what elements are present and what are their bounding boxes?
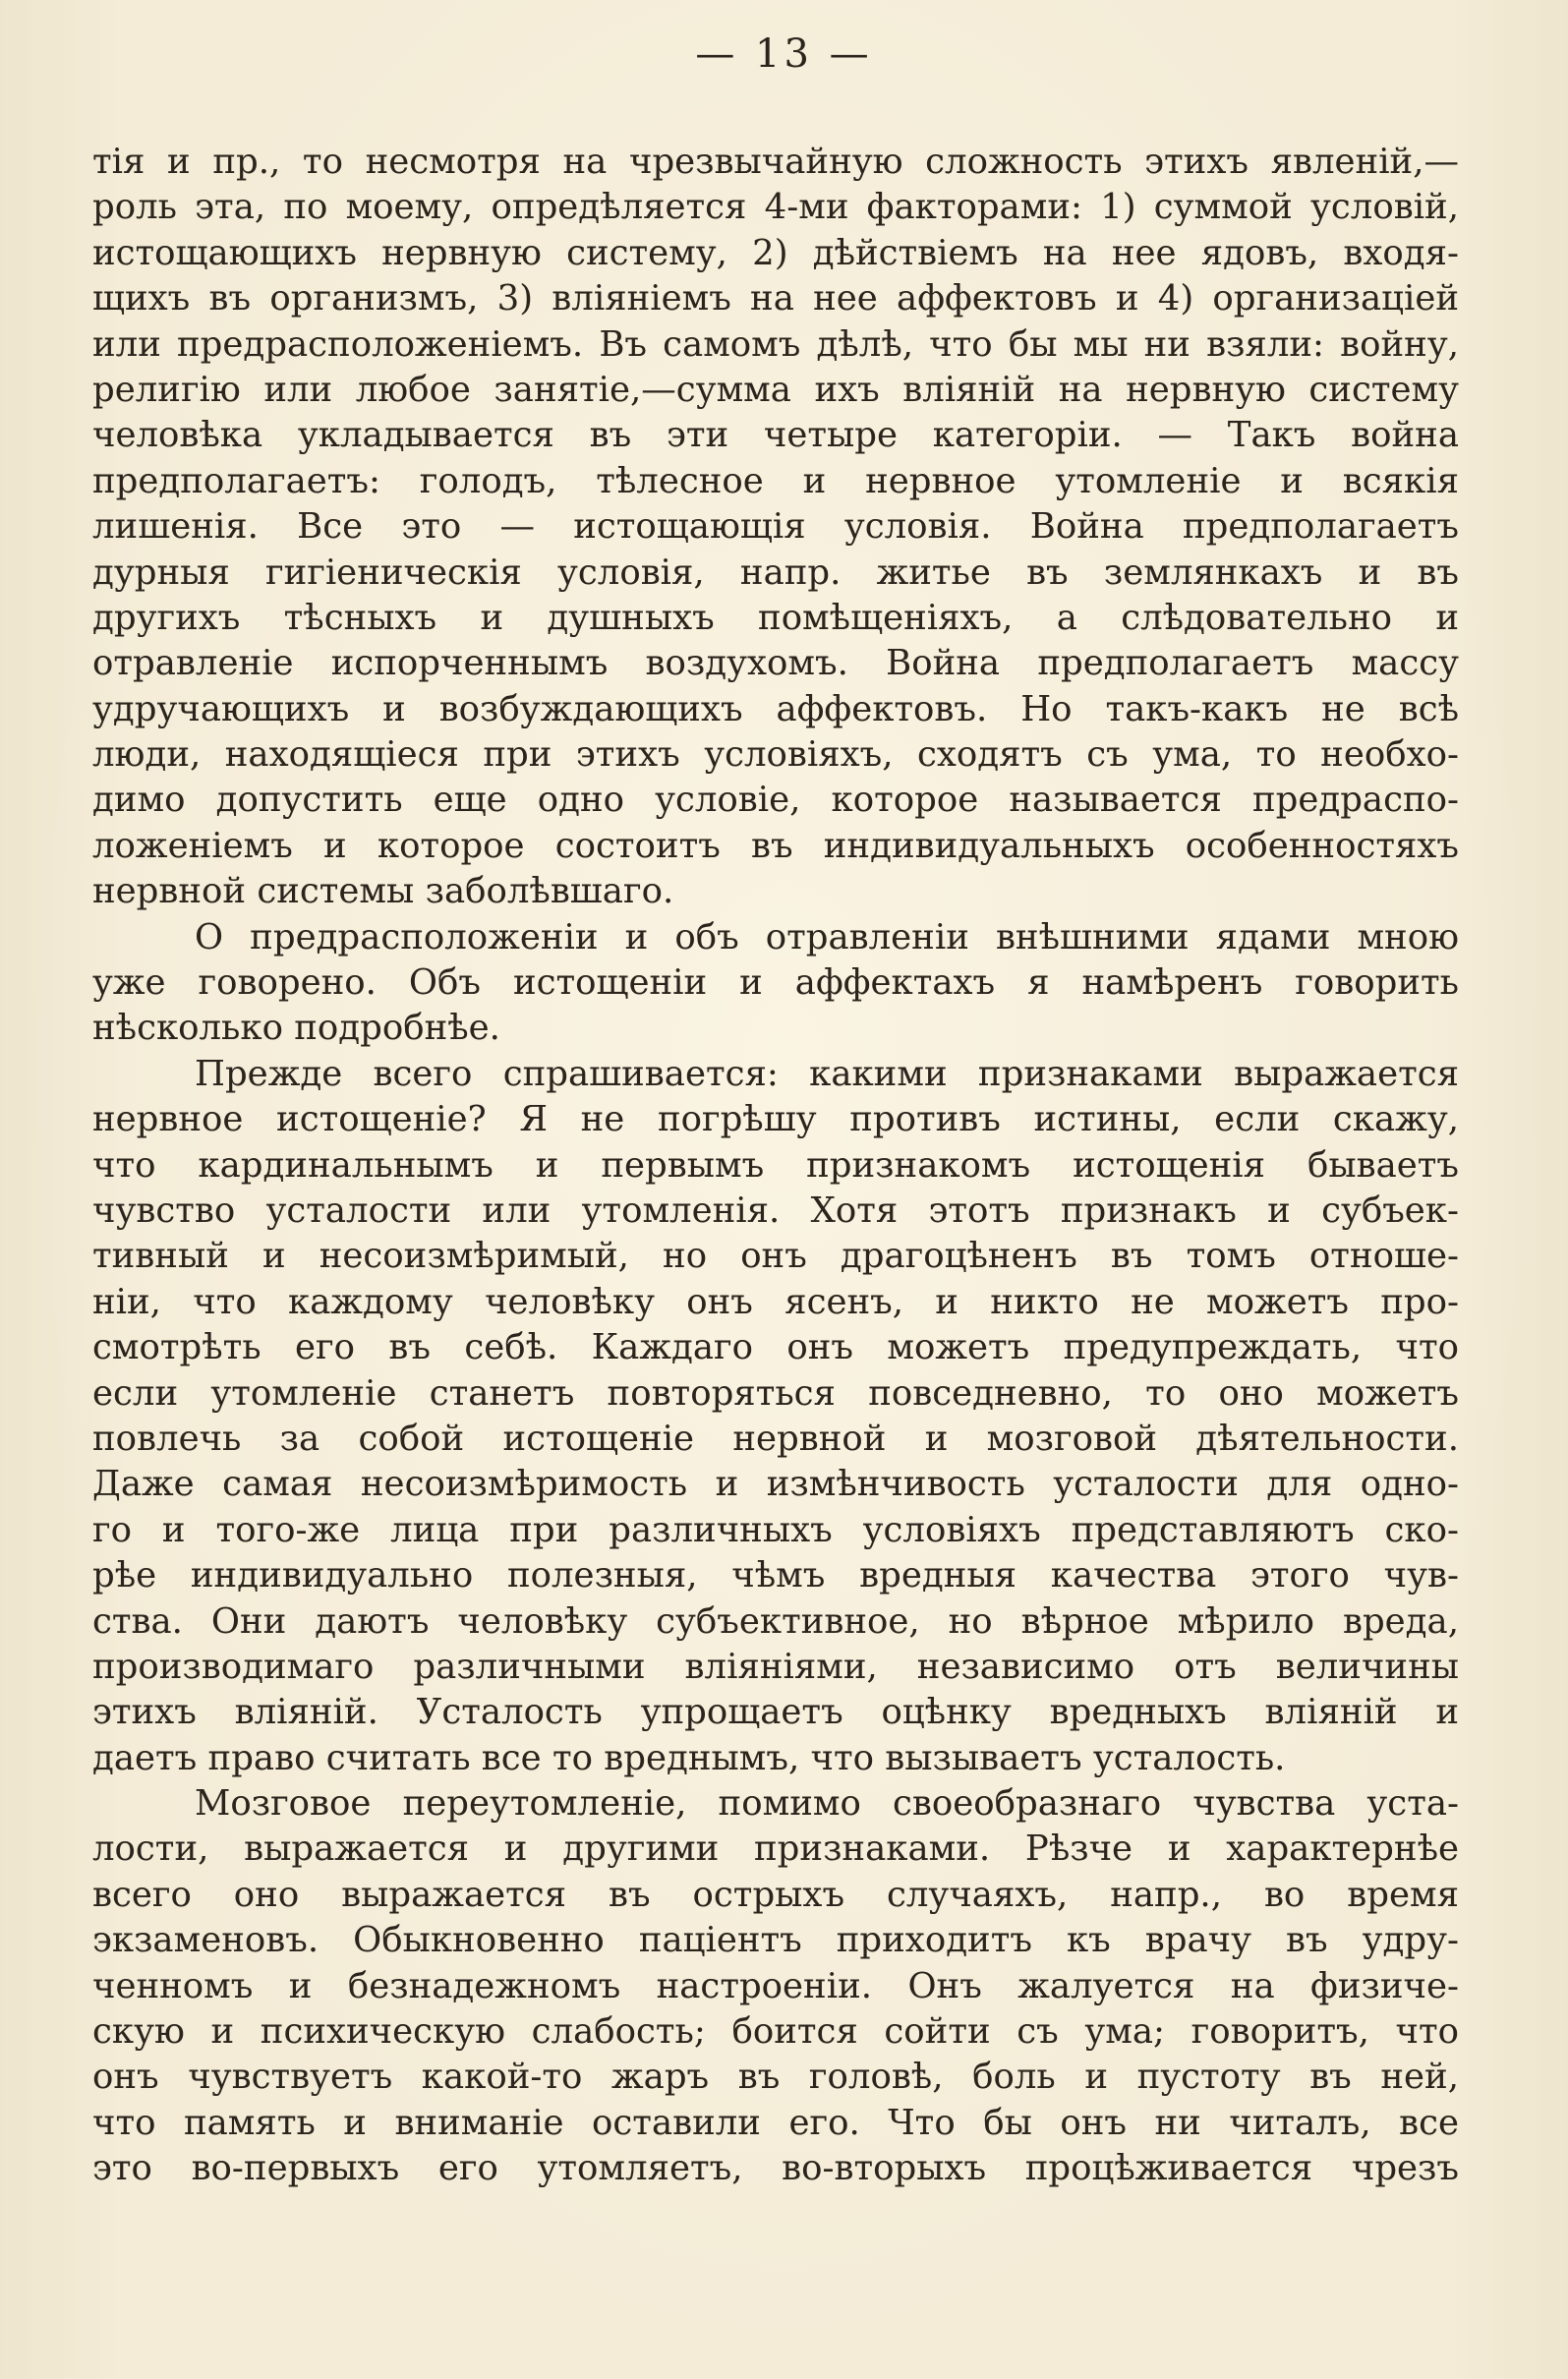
text-line: это во-первыхъ его утомляетъ, во-вторыхъ процѣживается чрезъ	[92, 2148, 1459, 2189]
page-number: — 13 —	[695, 31, 873, 77]
text-line: го и того-же лица при различныхъ условіяхъ представляютъ ско-	[92, 1509, 1459, 1550]
text-line: что память и вниманіе оставили его. Что бы онъ ни читалъ, все	[92, 2102, 1459, 2143]
text-line: лишенія. Все это — истощающія условія. Война предполагаетъ	[92, 506, 1459, 548]
text-line: Мозговое переутомленіе, помимо своеобразнаго чувства уста-	[195, 1783, 1459, 1825]
paragraph	[92, 1052, 1459, 1781]
text-line: Прежде всего спрашивается: какими признаками выражается	[195, 1053, 1459, 1094]
text-line: другихъ тѣсныхъ и душныхъ помѣщеніяхъ, а слѣдовательно и	[92, 597, 1459, 638]
text-line: или предрасположеніемъ. Въ самомъ дѣлѣ, что бы мы ни взяли: войну,	[92, 323, 1459, 365]
text-line: люди, находящіеся при этихъ условіяхъ, сходятъ съ ума, то необхо-	[92, 734, 1459, 776]
text-line: рѣе индивидуально полезныя, чѣмъ вредныя качества этого чув-	[92, 1555, 1459, 1596]
paragraph	[92, 915, 1459, 1052]
text-line: экзаменовъ. Обыкновенно паціентъ приходитъ къ врачу въ удру-	[92, 1920, 1459, 1961]
text-line: чувство усталости или утомленія. Хотя этотъ признакъ и субъек-	[92, 1190, 1459, 1231]
text-line: религію или любое занятіе,—сумма ихъ вліяній на нервную систему	[92, 369, 1459, 410]
text-line: роль эта, по моему, опредѣляется 4-ми факторами: 1) суммой условій,	[92, 187, 1459, 228]
text-line: ніи, что каждому человѣку онъ ясенъ, и никто не можетъ про-	[92, 1281, 1459, 1322]
text-line: Даже самая несоизмѣримость и измѣнчивость усталости для одно-	[92, 1464, 1459, 1505]
text-line: повлечь за собой истощеніе нервной и мозговой дѣятельности.	[92, 1418, 1459, 1459]
text-line: истощающихъ нервную систему, 2) дѣйствіемъ на нее ядовъ, входя-	[92, 232, 1459, 273]
text-line: нервное истощеніе? Я не погрѣшу противъ истины, если скажу,	[92, 1099, 1459, 1140]
text-line: удручающихъ и возбуждающихъ аффектовъ. Но такъ-какъ не всѣ	[92, 688, 1459, 729]
text-line: предполагаетъ: голодъ, тѣлесное и нервное утомленіе и всякія	[92, 460, 1459, 501]
text-line: человѣка укладывается въ эти четыре категоріи. — Такъ война	[92, 415, 1459, 456]
text-line: тія и пр., то несмотря на чрезвычайную сложность этихъ явленій,—	[92, 142, 1459, 182]
text-line: уже говорено. Объ истощеніи и аффектахъ я намѣренъ говорить	[92, 962, 1459, 1004]
text-line: скую и психическую слабость; боится сойти съ ума; говоритъ, что	[92, 2011, 1459, 2053]
text-line: димо допустить еще одно условіе, которое называется предраспо-	[92, 780, 1459, 821]
text-line: этихъ вліяній. Усталость упрощаетъ оцѣнку вредныхъ вліяній и	[92, 1692, 1459, 1733]
text-line: если утомленіе станетъ повторяться повседневно, то оно можетъ	[92, 1372, 1459, 1414]
text-line: нервной системы заболѣвшаго.	[92, 871, 674, 912]
text-line: ченномъ и безнадежномъ настроеніи. Онъ жалуется на физиче-	[92, 1965, 1459, 2006]
text-line: что кардинальнымъ и первымъ признакомъ истощенія бываетъ	[92, 1144, 1459, 1186]
text-line: даетъ право считать все то вреднымъ, что вызываетъ усталость.	[92, 1737, 1286, 1778]
text-line: лости, выражается и другими признаками. Рѣзче и характернѣе	[92, 1828, 1459, 1870]
text-line: производимаго различными вліяніями, независимо отъ величины	[92, 1646, 1459, 1687]
text-line: онъ чувствуетъ какой-то жаръ въ головѣ, боль и пустоту въ ней,	[92, 2057, 1459, 2098]
text-line: тивный и несоизмѣримый, но онъ драгоцѣненъ въ томъ отноше-	[92, 1236, 1459, 1277]
paragraph	[92, 140, 1459, 915]
text-line: всего оно выражается въ острыхъ случаяхъ, напр., во время	[92, 1874, 1459, 1915]
text-line: отравленіе испорченнымъ воздухомъ. Война предполагаетъ массу	[92, 643, 1459, 684]
text-line: щихъ въ организмъ, 3) вліяніемъ на нее аффектовъ и 4) организацiей	[92, 278, 1459, 319]
paragraph	[92, 1781, 1459, 2192]
text-line: ства. Они даютъ человѣку субъективное, но вѣрное мѣрило вреда,	[92, 1600, 1459, 1642]
text-line: нѣсколько подробнѣе.	[92, 1008, 500, 1049]
text-line: ложеніемъ и которое состоитъ въ индивидуальныхъ особенностяхъ	[92, 825, 1459, 866]
body-text	[92, 140, 1459, 2192]
text-line: О предрасположеніи и объ отравленіи внѣшними ядами мною	[195, 916, 1459, 957]
text-line: смотрѣть его въ себѣ. Каждаго онъ можетъ предупреждать, что	[92, 1327, 1459, 1368]
text-line: дурныя гигіеническія условія, напр. житье въ землянкахъ и въ	[92, 551, 1459, 593]
